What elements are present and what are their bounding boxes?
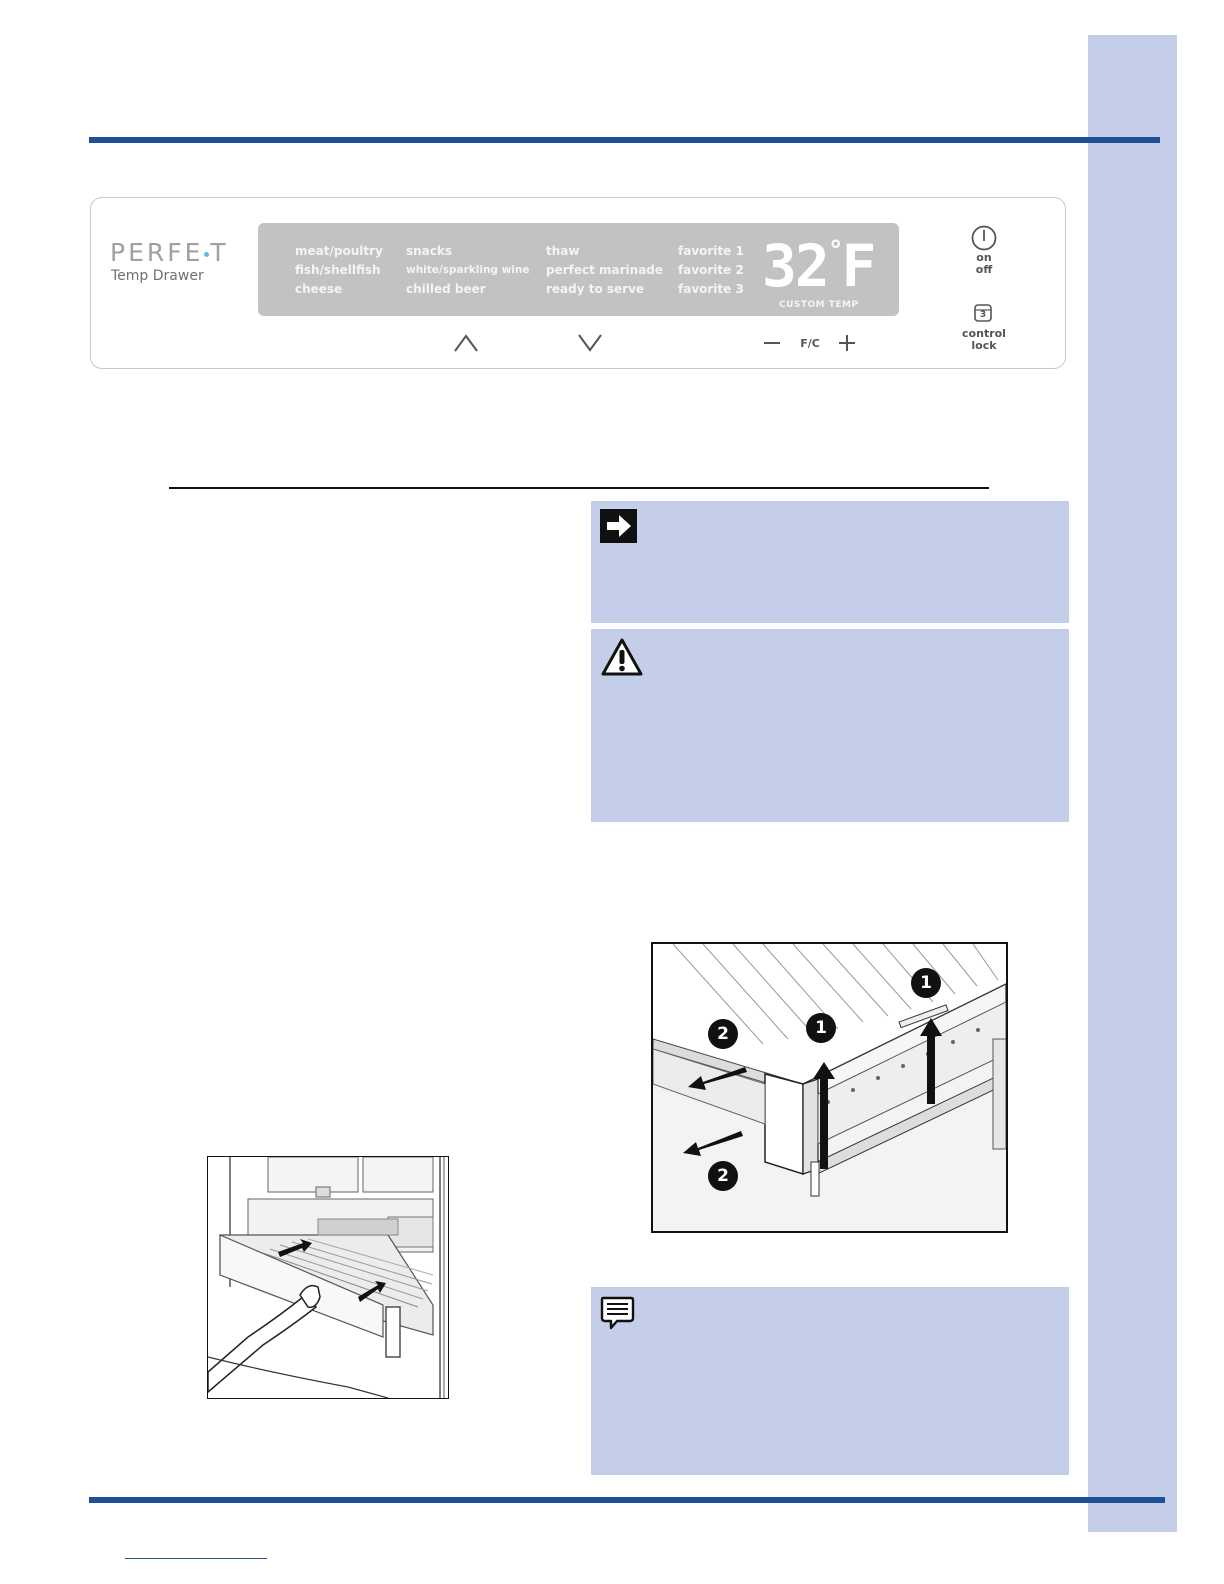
down-arrow-icon[interactable] [577, 333, 603, 353]
up-arrow-icon[interactable] [453, 333, 479, 353]
mode-fish-shellfish: fish/shellfish [295, 263, 381, 277]
power-icon[interactable] [970, 224, 998, 252]
display-column-1 [295, 242, 383, 299]
drawer-removal-illustration [651, 942, 1008, 1233]
mode-favorite-1: favorite 1 [678, 244, 744, 258]
mode-white-sparkling-wine: white/sparkling wine [406, 264, 530, 276]
mode-thaw: thaw [546, 244, 580, 258]
mode-favorite-3: favorite 3 [678, 282, 744, 296]
section-rule [169, 487, 989, 489]
mode-perfect-marinade: perfect marinade [546, 263, 664, 277]
display-column-4 [678, 242, 744, 299]
mode-meat-poultry: meat/poultry [295, 244, 383, 258]
step-2-badge-top: 2 [717, 1024, 729, 1044]
arrow-right-icon [600, 509, 637, 543]
control-lock-label: control lock [962, 327, 1006, 352]
mode-cheese: cheese [295, 282, 343, 296]
step-1-badge-left: 1 [815, 1018, 827, 1038]
mode-chilled-beer: chilled beer [406, 282, 486, 296]
note-callout [591, 1287, 1069, 1475]
unit-toggle-button[interactable]: F/C [800, 337, 820, 350]
warning-icon [600, 637, 644, 677]
power-label: on off [975, 251, 993, 276]
step-1-badge-right: 1 [920, 973, 932, 993]
note-icon [599, 1295, 635, 1331]
brand-logo: PERFE T [110, 238, 229, 267]
display-column-3 [546, 242, 663, 299]
important-callout [591, 501, 1069, 623]
lock-icon[interactable]: 3 [973, 303, 993, 323]
minus-icon[interactable] [762, 334, 782, 352]
mode-snacks: snacks [406, 244, 453, 258]
drawer-illustration [207, 1156, 449, 1399]
display-column-2 [406, 242, 530, 299]
warning-callout [591, 629, 1069, 822]
custom-temp-caption: CUSTOM TEMP [779, 300, 859, 310]
side-bar [1088, 35, 1177, 1532]
plus-icon[interactable] [837, 334, 857, 352]
mode-favorite-2: favorite 2 [678, 263, 744, 277]
footer-link-underline[interactable] [125, 1558, 267, 1559]
header-rule [89, 137, 1160, 143]
footer-rule [89, 1497, 1165, 1503]
temperature-readout: 32°F [762, 232, 875, 300]
brand-subtitle: Temp Drawer [111, 268, 204, 284]
logo-dot [204, 252, 209, 257]
mode-ready-to-serve: ready to serve [546, 282, 645, 296]
step-2-badge-bottom: 2 [717, 1166, 729, 1186]
